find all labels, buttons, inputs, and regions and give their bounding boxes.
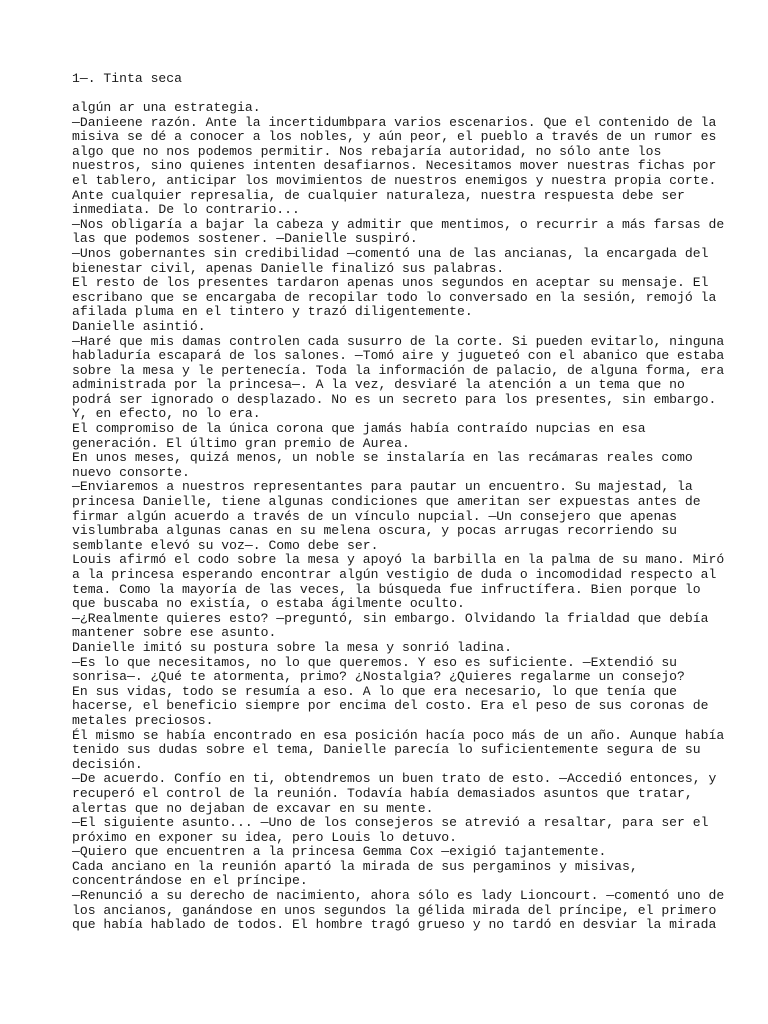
- text-line: —De acuerdo. Confío en ti, obtendremos un buen trato de esto. —Accedió entonces, y: [72, 771, 717, 787]
- text-line: nuestros, sino quienes intenten desafiarnos. Necesitamos mover nuestras fichas por: [72, 158, 717, 174]
- text-line: concentrándose en el príncipe.: [72, 873, 308, 889]
- text-line: escribano que se encargaba de recopilar todo lo conversado en la sesión, remojó la: [72, 289, 717, 305]
- text-line: tenido sus dudas sobre el tema, Danielle parecía lo suficientemente segura de su: [72, 742, 701, 758]
- text-line: vislumbraba algunas canas en su melena oscura, y pocas arrugas recorriendo su: [72, 523, 678, 539]
- text-line: Danielle imitó su postura sobre la mesa y sonrió ladina.: [72, 639, 513, 655]
- text-line: firmar algún acuerdo a través de un vínculo nupcial. —Un consejero que apenas: [72, 508, 678, 524]
- text-line: administrada por la princesa—. A la vez, desviaré la atención a un tema que no: [72, 377, 685, 393]
- document-body: [72, 101, 762, 933]
- text-line: Ante cualquier represalia, de cualquier naturaleza, nuestra respuesta debe ser: [72, 187, 685, 203]
- text-line: los ancianos, ganándose en unos segundos la gélida mirada del príncipe, el primero: [72, 902, 717, 918]
- text-line: mantener sobre ese asunto.: [72, 625, 277, 641]
- text-line: —Danieene razón. Ante la incertidumbpara varios escenarios. Que el contenido de la: [72, 114, 717, 130]
- text-line: que buscaba no existía, o estaba ágilmente oculto.: [72, 596, 465, 612]
- text-line: bienestar civil, apenas Danielle finalizó sus palabras.: [72, 260, 505, 276]
- text-line: algo que no nos podemos permitir. Nos rebajaría autoridad, no sólo ante los: [72, 143, 662, 159]
- text-line: próximo en exponer su idea, pero Louis lo detuvo.: [72, 829, 458, 845]
- text-line: tema. Como la mayoría de las veces, la búsqueda fue infructífera. Bien porque lo: [72, 581, 701, 597]
- text-line: princesa Danielle, tiene algunas condiciones que ameritan ser expuestas antes de: [72, 494, 701, 510]
- text-line: En unos meses, quizá menos, un noble se instalaría en las recámaras reales como: [72, 450, 693, 466]
- text-line: El compromiso de la única corona que jamás había contraído nupcias en esa: [72, 421, 646, 437]
- text-line: el tablero, anticipar los movimientos de nuestros enemigos y nuestra propia corte.: [72, 172, 717, 188]
- text-line: habladuría escapará de los salones. —Tomó aire y jugueteó con el abanico que estaba: [72, 348, 725, 364]
- text-line: que había hablado de todos. El hombre tragó grueso y no tardó en desviar la mirada: [72, 917, 717, 933]
- text-line: —Haré que mis damas controlen cada susurro de la corte. Si pueden evitarlo, ninguna: [72, 333, 725, 349]
- text-line: —El siguiente asunto... —Uno de los consejeros se atrevió a resaltar, para ser el: [72, 815, 709, 831]
- text-line: nuevo consorte.: [72, 464, 190, 480]
- text-line: Louis afirmó el codo sobre la mesa y apoyó la barbilla en la palma de su mano. Miró: [72, 552, 725, 568]
- text-line: semblante elevó su voz—. Como debe ser.: [72, 537, 379, 553]
- text-line: misiva se dé a conocer a los nobles, y aún peor, el pueblo a través de un rumor es: [72, 129, 717, 145]
- text-line: —Renunció a su derecho de nacimiento, ahora sólo es lady Lioncourt. —comentó uno de: [72, 888, 725, 904]
- text-line: podrá ser ignorado o desplazado. No es un secreto para los presentes, sin embargo.: [72, 391, 717, 407]
- text-line: metales preciosos.: [72, 712, 214, 728]
- text-line: —Unos gobernantes sin credibilidad —comentó una de las ancianas, la encargada del: [72, 245, 709, 261]
- text-line: a la princesa esperando encontrar algún vestigio de duda o incomodidad respecto al: [72, 567, 717, 582]
- text-line: hacerse, el beneficio siempre por encima del costo. Era el peso de sus coronas de: [72, 698, 709, 714]
- text-line: Danielle asintió.: [72, 318, 206, 334]
- text-line: recuperó el control de la reunión. Todavía había demasiados asuntos que tratar,: [72, 785, 693, 801]
- text-line: afilada pluma en el tintero y trazó diligentemente.: [72, 304, 473, 320]
- text-line: decisión.: [72, 756, 143, 772]
- text-line: Él mismo se había encontrado en esa posición hacía poco más de un año. Aunque había: [72, 727, 725, 743]
- text-line: En sus vidas, todo se resumía a eso. A lo que era necesario, lo que tenía que: [72, 683, 678, 699]
- text-line: Cada anciano en la reunión apartó la mirada de sus pergaminos y misivas,: [72, 858, 638, 874]
- text-line: inmediata. De lo contrario...: [72, 202, 300, 218]
- text-line: sobre la mesa y le pertenecía. Toda la información de palacio, de alguna forma, era: [72, 362, 725, 378]
- text-line: las que podemos sostener. —Danielle suspiró.: [72, 231, 418, 247]
- text-line: El resto de los presentes tardaron apenas unos segundos en aceptar su mensaje. El: [72, 275, 709, 291]
- text-line: Y, en efecto, no lo era.: [72, 406, 261, 422]
- text-line: sonrisa—. ¿Qué te atormenta, primo? ¿Nostalgia? ¿Quieres regalarme un consejo?: [72, 669, 685, 685]
- text-line: —Es lo que necesitamos, no lo que queremos. Y eso es suficiente. —Extendió su: [72, 654, 678, 670]
- text-line: —Quiero que encuentren a la princesa Gemma Cox —exigió tajantemente.: [72, 844, 607, 860]
- text-line: —Enviaremos a nuestros representantes para pautar un encuentro. Su majestad, la: [72, 479, 693, 495]
- text-line: generación. El último gran premio de Aurea.: [72, 435, 410, 451]
- text-line: —Nos obligaría a bajar la cabeza y admitir que mentimos, o recurrir a más farsas de: [72, 216, 725, 232]
- text-line: —¿Realmente quieres esto? —preguntó, sin embargo. Olvidando la frialdad que debía: [72, 610, 709, 626]
- text-line: algún ar una estrategia.: [72, 100, 261, 115]
- text-line: alertas que no dejaban de excavar en su mente.: [72, 800, 434, 816]
- chapter-title: 1—. Tinta seca: [72, 71, 183, 86]
